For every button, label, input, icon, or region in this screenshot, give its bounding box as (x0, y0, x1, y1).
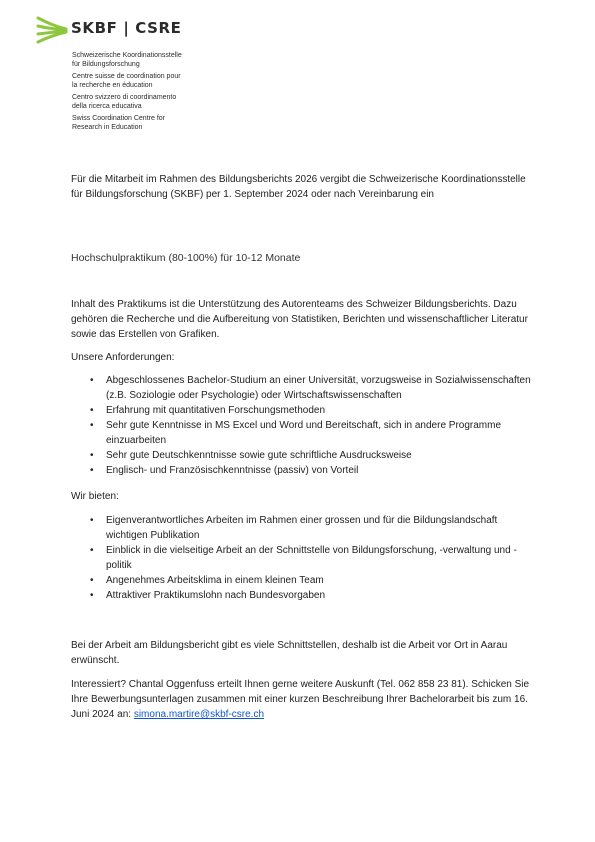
org-line: la recherche en éducation (72, 82, 153, 89)
list-item-text: Englisch- und Französischkenntnisse (passiv) von Vorteil (106, 465, 359, 476)
contact-paragraph (71, 677, 531, 722)
list-item (71, 588, 531, 603)
bullet-icon: • (90, 590, 94, 601)
intro-paragraph: Für die Mitarbeit im Rahmen des Bildungsberichts 2026 vergibt die Schweizerische Koordinationsstelle für Bildungsforschung (SKBF) per 1. September 2024 oder nach Vereinbarung ein (71, 174, 526, 200)
bullet-icon: • (90, 515, 94, 526)
org-name-it (72, 93, 262, 111)
requirements-heading: Unsere Anforderungen: (71, 352, 175, 363)
org-line: della ricerca educativa (72, 103, 142, 110)
list-item (71, 448, 531, 463)
list-item-text: Angenehmes Arbeitsklima in einem kleinen Team (106, 575, 324, 586)
list-item-text: Eigenverantwortliches Arbeiten im Rahmen einer grossen und für die Bildungslandschaft wichtigen Publikation (106, 515, 498, 541)
bullet-icon: • (90, 420, 94, 431)
org-line: Schweizerische Koordinationsstelle (72, 52, 182, 59)
description-paragraph: Inhalt des Praktikums ist die Unterstützung des Autorenteams des Schweizer Bildungsberichts. Dazu gehören die Recherche und die Aufbereitung von Statistiken, Berichten und wissenschaftlicher Literatur sowie das Erstellen von Grafiken. (71, 299, 528, 340)
list-item-text: Sehr gute Kenntnisse in MS Excel und Word und Bereitschaft, sich in andere Programme einzuarbeiten (106, 420, 502, 446)
list-item (71, 403, 531, 418)
bullet-icon: • (90, 405, 94, 416)
org-line: Centro svizzero di coordinamento (72, 94, 177, 101)
list-item (71, 373, 531, 403)
bullet-icon: • (90, 450, 94, 461)
list-item-text: Sehr gute Deutschkenntnisse sowie gute schriftliche Ausdrucksweise (106, 450, 412, 461)
org-name-fr (72, 72, 262, 90)
bullet-icon: • (90, 545, 94, 556)
org-name-de (72, 51, 262, 69)
organisation-names (72, 51, 262, 135)
requirements-list (71, 373, 531, 478)
org-line: für Bildungsforschung (72, 61, 140, 68)
contact-text: Interessiert? Chantal Oggenfuss erteilt Ihnen gerne weitere Auskunft (Tel. 062 858 23 81). Schicken Sie Ihre Bewerbungsunterlagen zusammen mit einer kurzen Beschreibung Ihrer Bachelorarbeit bis zum 16. Juni 2024 an: (71, 679, 530, 720)
list-item (71, 463, 531, 478)
offers-list (71, 513, 531, 603)
offers-heading: Wir bieten: (71, 491, 119, 502)
list-item (71, 543, 531, 573)
brand-name: SKBF | CSRE (71, 19, 182, 37)
list-item-text: Einblick in die vielseitige Arbeit an der Schnittstelle von Bildungsforschung, -verwaltung und -politik (106, 545, 517, 571)
bullet-icon: • (90, 375, 94, 386)
list-item (71, 418, 531, 448)
bullet-icon: • (90, 465, 94, 476)
list-item-text: Attraktiver Praktikumslohn nach Bundesvorgaben (106, 590, 326, 601)
email-link[interactable]: simona.martire@skbf-csre.ch (133, 709, 265, 720)
org-line: Centre suisse de coordination pour (72, 73, 181, 80)
list-item-text: Abgeschlossenes Bachelor-Studium an einer Universität, vorzugsweise in Sozialwissenschaften (z.B. Soziologie oder Psychologie) oder Wirtschaftswissenschaften (106, 375, 531, 401)
org-name-en (72, 114, 262, 132)
org-line: Research in Education (72, 124, 143, 131)
logo-mark-icon (36, 14, 72, 48)
closing-paragraph: Bei der Arbeit am Bildungsbericht gibt es viele Schnittstellen, deshalb ist die Arbeit vor Ort in Aarau erwünscht. (71, 640, 508, 666)
list-item (71, 573, 531, 588)
bullet-icon: • (90, 575, 94, 586)
list-item-text: Erfahrung mit quantitativen Forschungsmethoden (106, 405, 326, 416)
position-title: Hochschulpraktikum (80-100%) für 10-12 Monate (71, 252, 301, 264)
org-line: Swiss Coordination Centre for (72, 115, 165, 122)
list-item (71, 513, 531, 543)
